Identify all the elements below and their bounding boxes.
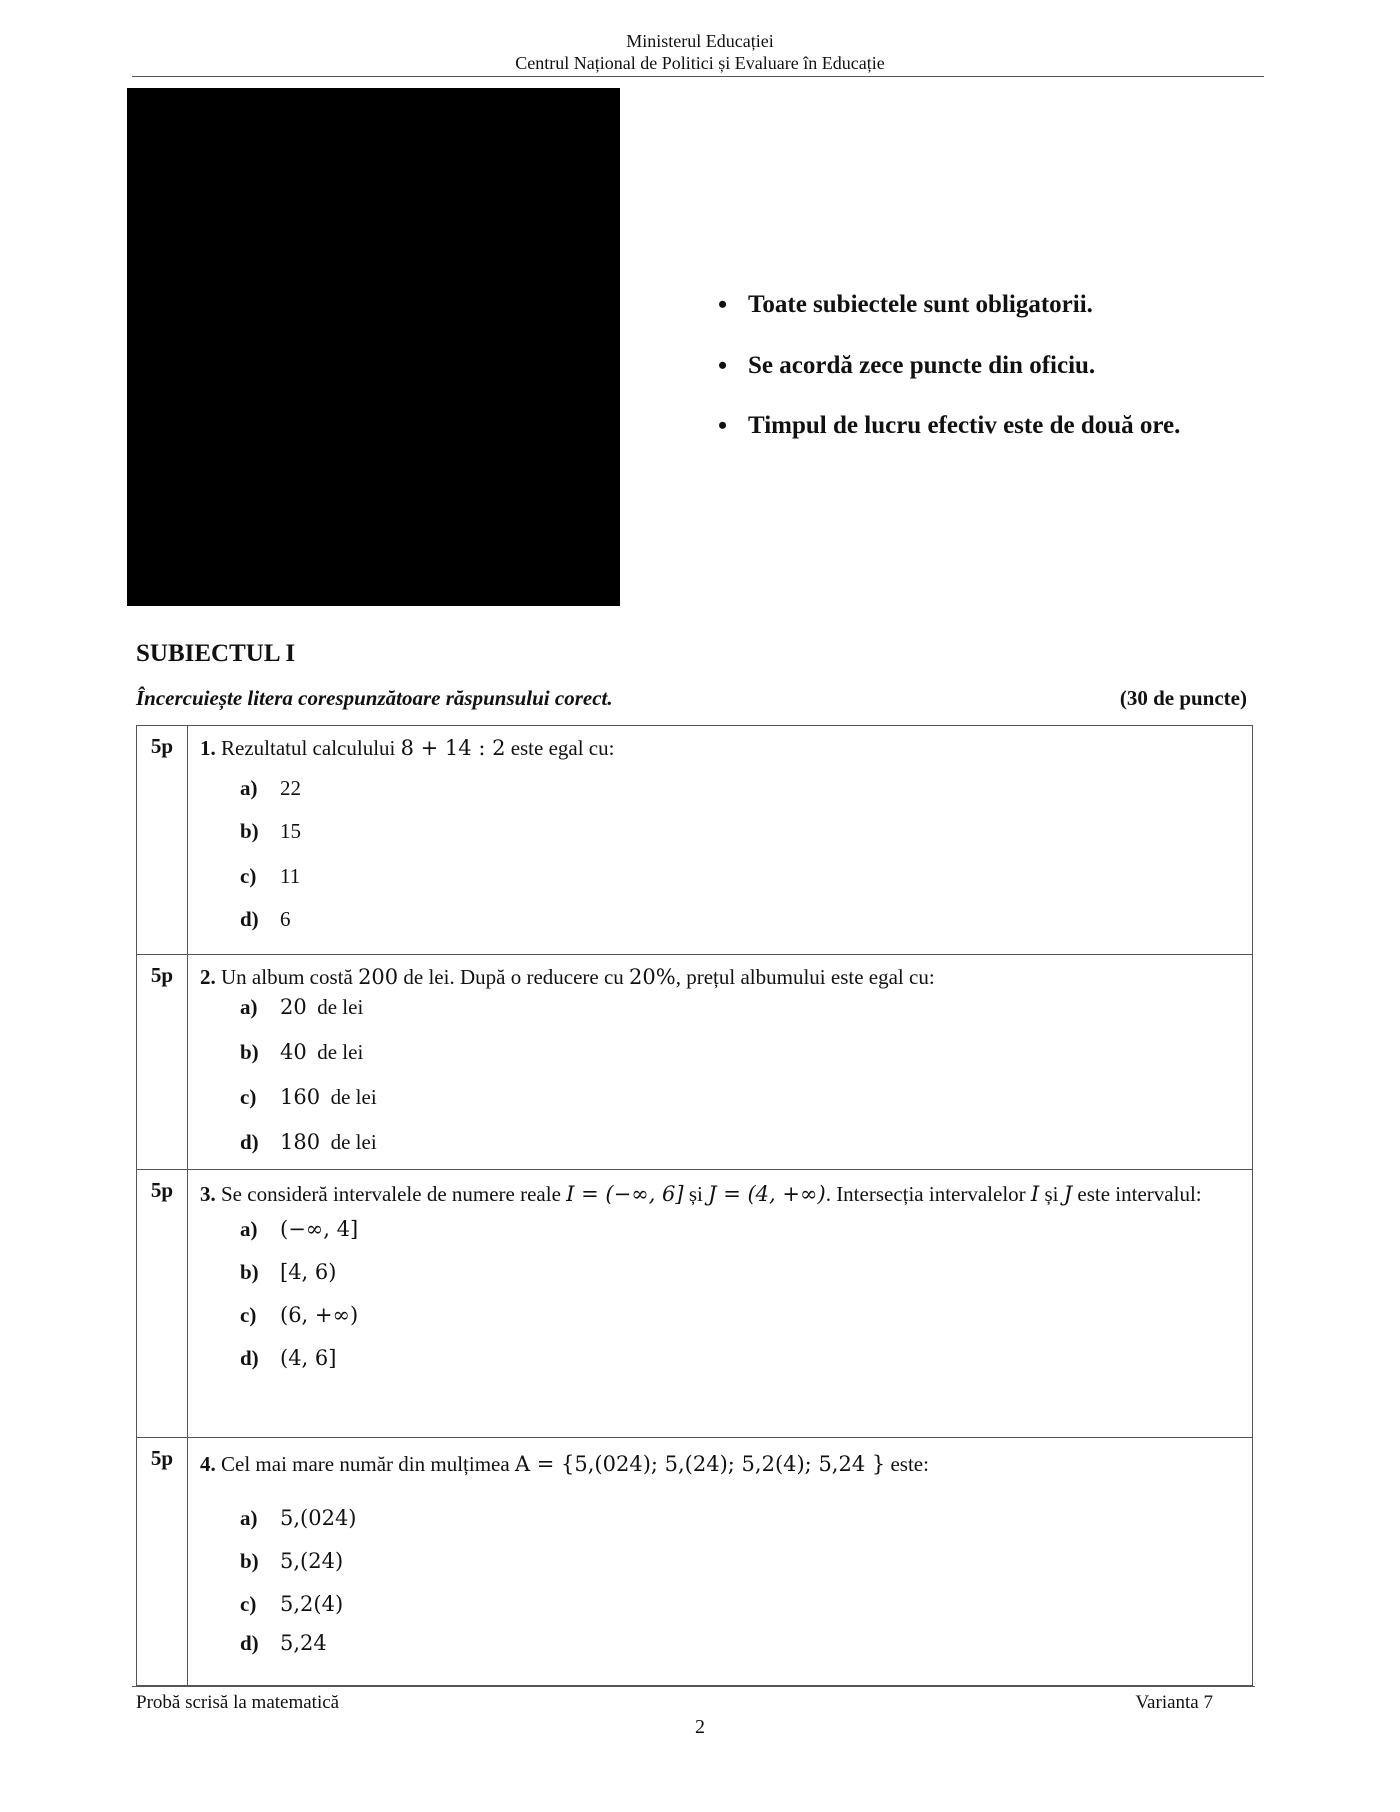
section-points: (30 de puncte): [1119, 686, 1247, 710]
general-instructions: [718, 290, 1180, 472]
question-points: 5p: [137, 955, 188, 1170]
instruction-item: • Timpul de lucru efectiv este de două ore.: [718, 411, 1180, 441]
redacted-block: [127, 88, 620, 606]
footer-variant: Varianta 7: [1135, 1692, 1213, 1713]
question-cell: [188, 1438, 1253, 1686]
instruction-item: • Se acordă zece puncte din oficiu.: [718, 351, 1180, 381]
instruction-item: • Toate subiectele sunt obligatorii.: [718, 290, 1180, 320]
set-A: A = {5,(024); 5,(24); 5,2(4); 5,24 }: [514, 1452, 886, 1476]
question-cell: [188, 726, 1253, 955]
question-number: 2.: [200, 965, 216, 989]
answer-options: [200, 1506, 1240, 1656]
question-row: [137, 726, 1253, 955]
answer-option-d[interactable]: d) 6: [240, 907, 291, 931]
answer-option-c[interactable]: c) 11: [240, 864, 301, 888]
answer-option-a[interactable]: a) 20 de lei: [240, 995, 364, 1019]
question-text: 1. Rezultatul calculului 8 + 14 : 2 este egal cu:: [200, 736, 615, 760]
question-number: 3.: [200, 1182, 216, 1206]
question-number: 1.: [200, 736, 216, 760]
question-cell: [188, 955, 1253, 1170]
answer-option-b[interactable]: b) 40 de lei: [240, 1040, 364, 1064]
header-divider: [132, 76, 1264, 77]
question-row: [137, 955, 1253, 1170]
question-cell: [188, 1170, 1253, 1438]
header-center: Centrul Național de Politici și Evaluare în Educație: [515, 53, 885, 73]
questions-table: [136, 725, 1253, 1686]
answer-option-d[interactable]: d) 180 de lei: [240, 1130, 377, 1154]
answer-options: [200, 995, 1240, 1155]
question-text: 4. Cel mai mare număr din mulțimea A = {5,(024); 5,(24); 5,2(4); 5,24 } este:: [200, 1452, 929, 1476]
question-row: [137, 1438, 1253, 1686]
answer-options: [200, 1217, 1240, 1371]
answer-option-a[interactable]: a) 22: [240, 776, 301, 800]
page-number: 2: [695, 1716, 705, 1738]
answer-option-a[interactable]: a) (−∞, 4]: [240, 1217, 359, 1241]
answer-option-d[interactable]: d) (4, 6]: [240, 1346, 337, 1370]
answer-option-c[interactable]: c) (6, +∞): [240, 1303, 359, 1327]
section-title: SUBIECTUL I: [136, 640, 296, 667]
interval-I: I = (−∞, 6]: [566, 1182, 684, 1206]
answer-option-a[interactable]: a) 5,(024): [240, 1506, 357, 1530]
answer-option-b[interactable]: b) 15: [240, 819, 301, 843]
answer-option-c[interactable]: c) 160 de lei: [240, 1085, 377, 1109]
answer-option-c[interactable]: c) 5,2(4): [240, 1592, 344, 1616]
answer-options: [200, 776, 1240, 932]
math-expression: 8 + 14 : 2: [400, 736, 506, 760]
answer-option-d[interactable]: d) 5,24: [240, 1631, 327, 1655]
section-instruction: Încercuiește litera corespunzătoare răspunsului corect.: [136, 686, 613, 710]
header-ministry: Ministerul Educației: [626, 31, 774, 51]
answer-option-b[interactable]: b) 5,(24): [240, 1549, 344, 1573]
interval-J: J = (4, +∞): [708, 1182, 826, 1206]
footer-divider: [132, 1686, 1255, 1687]
question-number: 4.: [200, 1452, 216, 1476]
footer-exam-name: Probă scrisă la matematică: [136, 1692, 340, 1713]
question-points: 5p: [137, 1438, 188, 1686]
question-points: 5p: [137, 726, 188, 955]
answer-option-b[interactable]: b) [4, 6): [240, 1260, 337, 1284]
question-points: 5p: [137, 1170, 188, 1438]
question-text: 3. Se consideră intervalele de numere reale I = (−∞, 6] și J = (4, +∞). Intersecția intervalelor I și J este intervalul:: [200, 1182, 1202, 1206]
question-text: 2. Un album costă 200 de lei. După o reducere cu 20%, prețul albumului este egal cu:: [200, 965, 935, 989]
document-header: [0, 30, 1400, 74]
question-row: [137, 1170, 1253, 1438]
